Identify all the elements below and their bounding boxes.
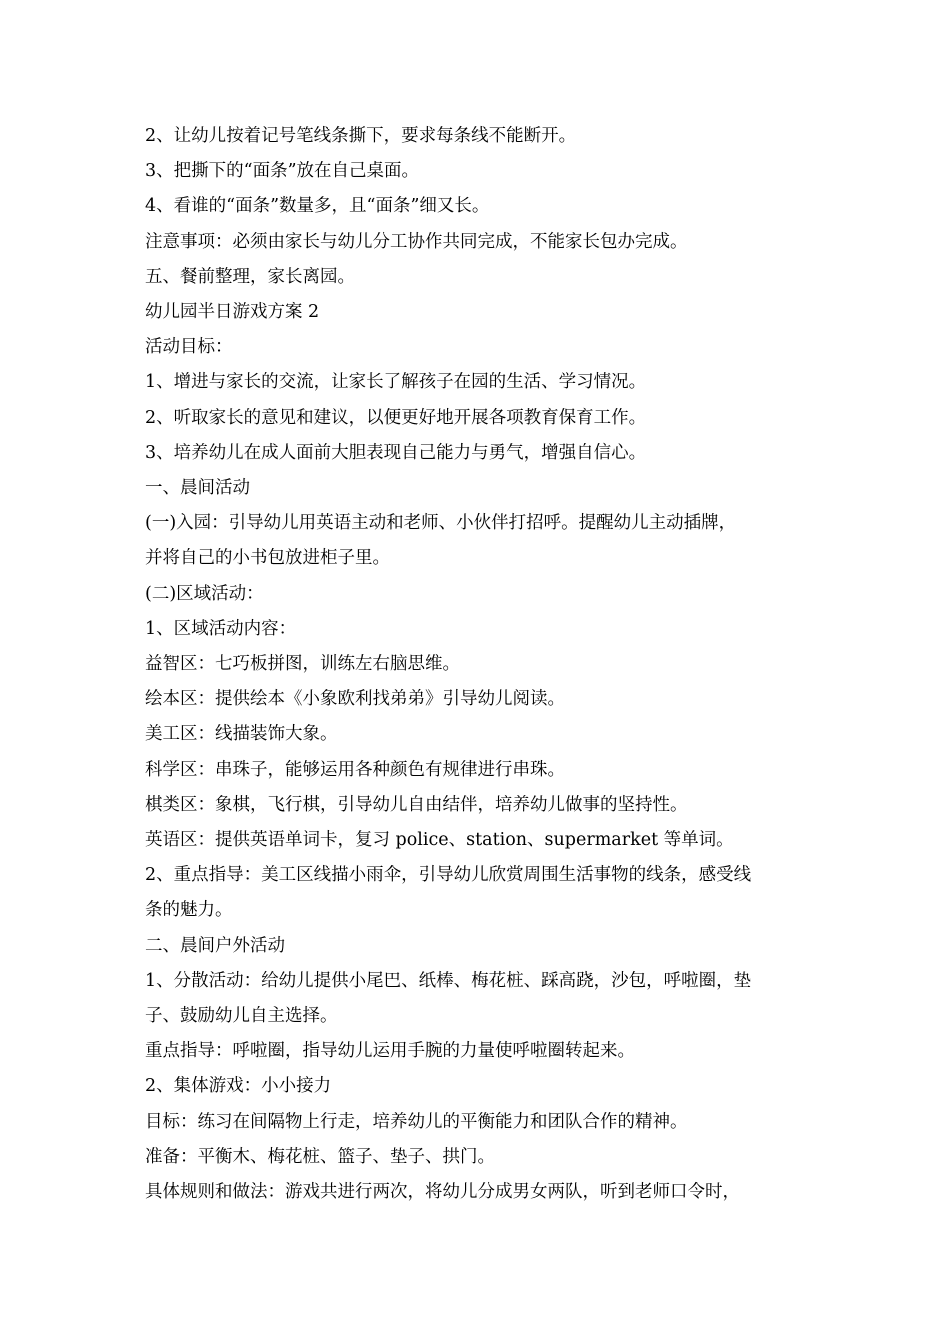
text-line: 科学区：串珠子，能够运用各种颜色有规律进行串珠。: [145, 759, 565, 780]
text-line: 注意事项：必须由家长与幼儿分工协作共同完成，不能家长包办完成。: [145, 231, 688, 252]
document-title: 幼儿园半日游戏方案 2: [145, 302, 320, 323]
text-line: 准备：平衡木、梅花桩、篮子、垫子、拱门。: [145, 1146, 495, 1167]
text-line: 2、听取家长的意见和建议，以便更好地开展各项教育保育工作。: [145, 407, 647, 428]
text-line: 2、让幼儿按着记号笔线条撕下，要求每条线不能断开。: [145, 126, 577, 146]
text-line: 美工区：线描装饰大象。: [145, 724, 338, 745]
text-line: 目标：练习在间隔物上行走，培养幼儿的平衡能力和团队合作的精神。: [145, 1111, 688, 1132]
text-line: 棋类区：象棋，飞行棋，引导幼儿自由结伴，培养幼儿做事的坚持性。: [145, 794, 688, 815]
text-line: 1、分散活动：给幼儿提供小尾巴、纸棒、梅花桩、踩高跷，沙包，呼啦圈，垫: [145, 970, 752, 991]
text-line: 4、看谁的“面条”数量多，且“面条”细又长。: [145, 196, 490, 217]
text-line: 1、区域活动内容：: [145, 618, 297, 639]
text-line: 重点指导：呼啦圈，指导幼儿运用手腕的力量使呼啦圈转起来。: [145, 1041, 635, 1062]
text-line: 1、增进与家长的交流，让家长了解孩子在园的生活、学习情况。: [145, 372, 647, 393]
section-heading: 一、晨间活动: [145, 478, 250, 499]
text-line: 条的魅力。: [145, 900, 233, 921]
text-line: (一)入园：引导幼儿用英语主动和老师、小伙伴打招呼。提醒幼儿主动插牌，: [145, 513, 737, 534]
subsection-heading: (二)区域活动：: [145, 583, 264, 604]
text-line: 英语区：提供英语单词卡，复习 police、station、supermarket 等单词。: [145, 830, 734, 851]
text-line: 并将自己的小书包放进柜子里。: [145, 548, 390, 569]
text-line: 益智区：七巧板拼图，训练左右脑思维。: [145, 654, 460, 675]
text-line: 绘本区：提供绘本《小象欧利找弟弟》引导幼儿阅读。: [145, 689, 565, 710]
text-line: 3、把撕下的“面条”放在自己桌面。: [145, 161, 420, 182]
text-line: 子、鼓励幼儿自主选择。: [145, 1006, 338, 1027]
document-body: [145, 119, 810, 1210]
text-line: 3、培养幼儿在成人面前大胆表现自己能力与勇气，增强自信心。: [145, 442, 647, 463]
text-line: 具体规则和做法：游戏共进行两次，将幼儿分成男女两队，听到老师口令时，: [145, 1182, 740, 1203]
text-line: 2、重点指导：美工区线描小雨伞，引导幼儿欣赏周围生活事物的线条，感受线: [145, 865, 752, 886]
section-heading: 活动目标：: [145, 337, 233, 358]
section-heading: 二、晨间户外活动: [145, 935, 285, 956]
text-line: 2、集体游戏：小小接力: [145, 1076, 332, 1097]
section-heading: 五、餐前整理，家长离园。: [145, 266, 355, 287]
